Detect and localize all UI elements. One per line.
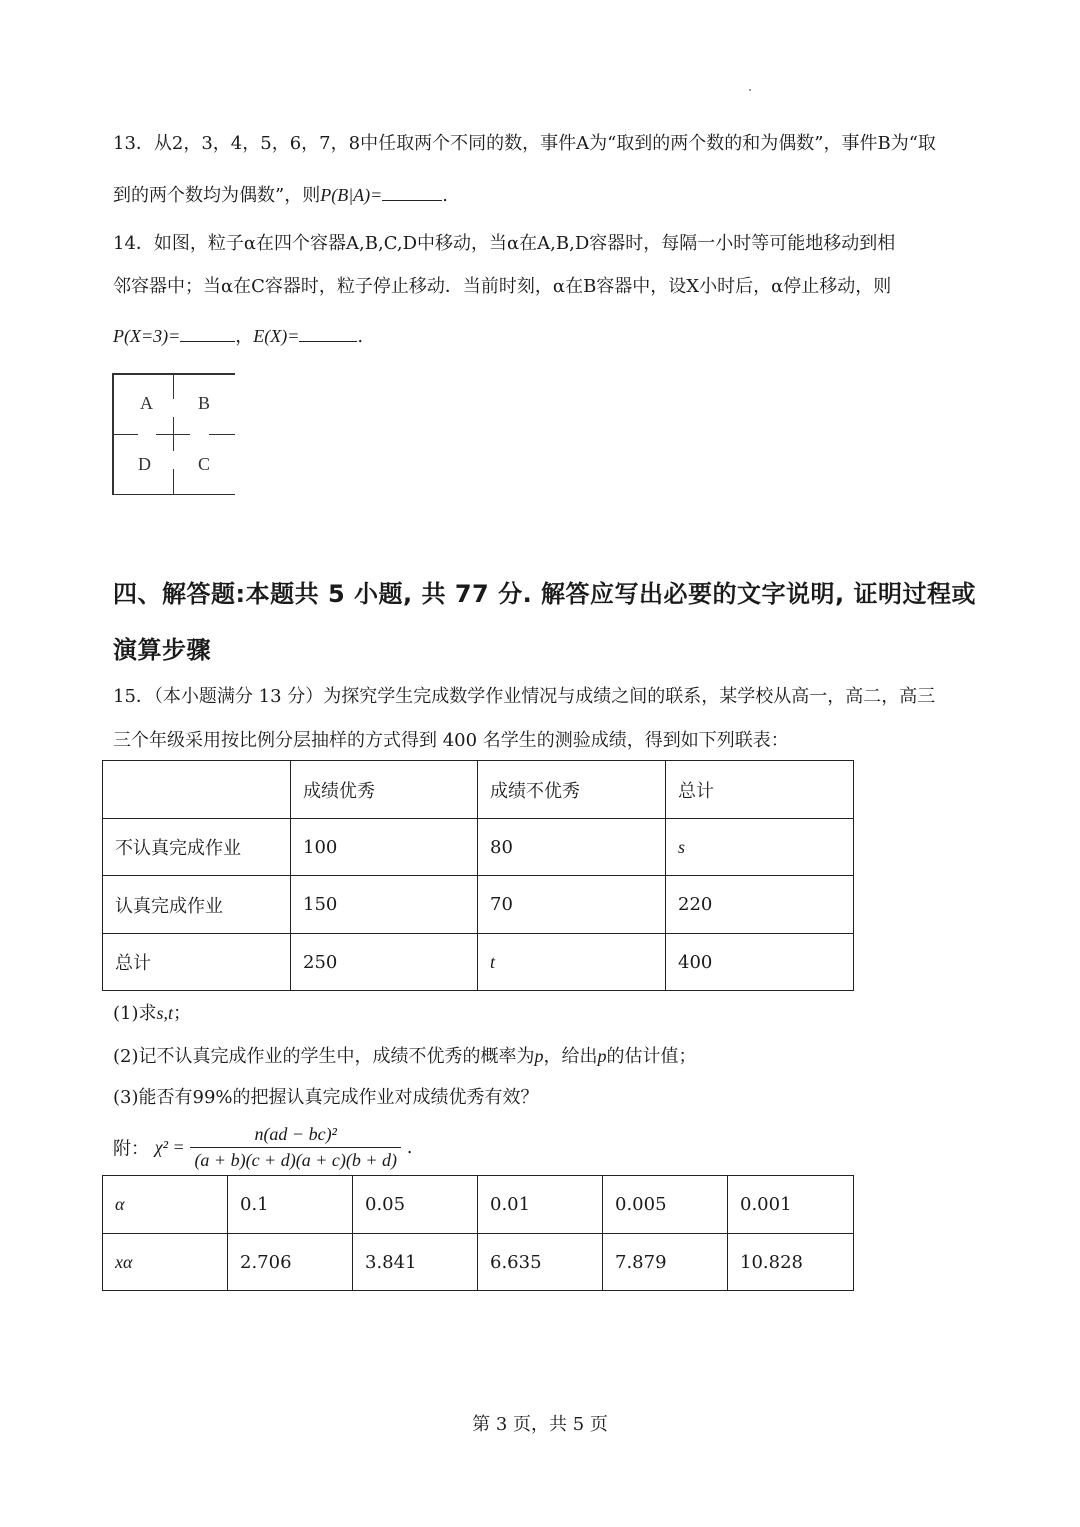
table-header-cell: 总计 — [666, 761, 854, 819]
table-cell: 100 — [291, 819, 478, 876]
q15-sub1-vars: s,t — [156, 1003, 174, 1023]
q15-line2: 三个年级采用按比例分层抽样的方式得到 400 名学生的测验成绩，得到如下列联表： — [113, 730, 789, 751]
q14-p-formula: P(X=3)= — [113, 326, 181, 346]
q14-p-blank[interactable] — [180, 323, 235, 342]
table-cell: 认真完成作业 — [103, 876, 291, 934]
q15-sub1-text: (1)求 — [113, 1003, 157, 1024]
table-cell: 250 — [291, 934, 478, 991]
chi-square-denominator: (a + b)(c + d)(a + c)(b + d) — [194, 1150, 397, 1170]
table-cell: 0.01 — [478, 1176, 603, 1234]
table-cell: 80 — [478, 819, 666, 876]
q13-formula: P(B|A)= — [320, 185, 383, 205]
table-cell: 0.1 — [228, 1176, 353, 1234]
table-row — [103, 934, 854, 991]
diagram-label-b: B — [198, 393, 211, 413]
chi-square-lhs: χ² = — [154, 1137, 185, 1157]
table-cell: 220 — [666, 876, 854, 934]
q15-sub2-text-c: 的估计值； — [606, 1046, 697, 1067]
q13-line2-text: 到的两个数均为偶数”，则 — [113, 185, 321, 206]
q13-line1: 13．从2，3，4，5，6，7，8中任取两个不同的数，事件A为“取到的两个数的和为偶数”，事件B为“取 — [113, 133, 936, 154]
table-cell: 0.05 — [353, 1176, 478, 1234]
table-cell: 400 — [666, 934, 854, 991]
table-header-cell: 成绩优秀 — [291, 761, 478, 819]
table-cell: 3.841 — [353, 1234, 478, 1291]
critical-value-table — [102, 1175, 854, 1291]
table-row — [103, 876, 854, 934]
table-cell: 70 — [478, 876, 666, 934]
diagram-divider-bottom — [173, 469, 174, 495]
table-cell: 0.001 — [728, 1176, 854, 1234]
table-row — [103, 1234, 854, 1291]
q15-sub2-p: p — [534, 1046, 544, 1066]
table-cell: α — [103, 1176, 228, 1234]
q13-line2 — [113, 182, 448, 208]
diagram-label-c: C — [198, 454, 211, 474]
q14-line3 — [113, 323, 363, 349]
table-cell: 2.706 — [228, 1234, 353, 1291]
q15-sub2-text-b: ，给出 — [543, 1046, 598, 1067]
table-cell: 7.879 — [603, 1234, 728, 1291]
chi-square-numerator: n(ad − bc)² — [190, 1124, 401, 1148]
table-cell: 总计 — [103, 934, 291, 991]
chi-square-fraction — [190, 1124, 401, 1171]
container-diagram — [112, 373, 235, 495]
chi-square-period: . — [406, 1137, 413, 1158]
q13-answer-blank[interactable] — [382, 182, 442, 201]
q15-sub2-p2: p — [597, 1046, 607, 1066]
q15-sub3: (3)能否有99%的把握认真完成作业对成绩优秀有效？ — [113, 1087, 539, 1108]
diagram-divider-right — [209, 434, 235, 435]
table-cell: 0.005 — [603, 1176, 728, 1234]
q15-sub2 — [113, 1044, 697, 1069]
table-row — [103, 1176, 854, 1234]
diagram-label-d: D — [138, 454, 151, 474]
section-heading-line1: 四、解答题:本题共 5 小题, 共 77 分. 解答应写出必要的文字说明, 证明过程或 — [113, 580, 977, 608]
table-header-row — [103, 761, 854, 819]
q14-line2: 邻容器中；当α在C容器时，粒子停止移动．当前时刻，α在B容器中，设X小时后，α停止移动，则 — [113, 276, 892, 297]
diagram-divider-left — [112, 434, 138, 435]
diagram-divider-top — [173, 373, 174, 399]
q14-e-blank[interactable] — [299, 323, 357, 342]
table-header-cell: 成绩不优秀 — [478, 761, 666, 819]
q14-e-formula: E(X)= — [253, 326, 300, 346]
diagram-cross-horizontal — [156, 434, 190, 435]
scan-dot — [749, 89, 751, 91]
contingency-table — [102, 760, 854, 991]
appendix-label: 附： — [113, 1138, 149, 1160]
page-footer: 第 3 页，共 5 页 — [472, 1414, 608, 1435]
diagram-label-a: A — [140, 393, 153, 413]
table-cell: xα — [103, 1234, 228, 1291]
q14-period: . — [357, 326, 364, 347]
table-cell: 150 — [291, 876, 478, 934]
table-cell: s — [666, 819, 854, 876]
table-cell: 不认真完成作业 — [103, 819, 291, 876]
q15-sub1-end: ； — [173, 1003, 192, 1024]
q14-separator: ， — [235, 326, 254, 347]
q15-sub1 — [113, 1001, 191, 1026]
q15-line1: 15．（本小题满分 13 分）为探究学生完成数学作业情况与成绩之间的联系，某学校从高一，高二，高三 — [113, 686, 936, 707]
table-cell: 6.635 — [478, 1234, 603, 1291]
table-cell: 10.828 — [728, 1234, 854, 1291]
table-cell — [103, 761, 291, 819]
q15-appendix — [113, 1124, 412, 1171]
q13-period: . — [442, 185, 449, 206]
section-heading-line2: 演算步骤 — [113, 636, 211, 664]
q15-sub2-text: (2)记不认真完成作业的学生中，成绩不优秀的概率为 — [113, 1046, 535, 1067]
table-row — [103, 819, 854, 876]
table-cell: t — [478, 934, 666, 991]
q14-line1: 14．如图，粒子α在四个容器A,B,C,D中移动，当α在A,B,D容器时，每隔一小时等可能地移动到相 — [113, 233, 896, 254]
